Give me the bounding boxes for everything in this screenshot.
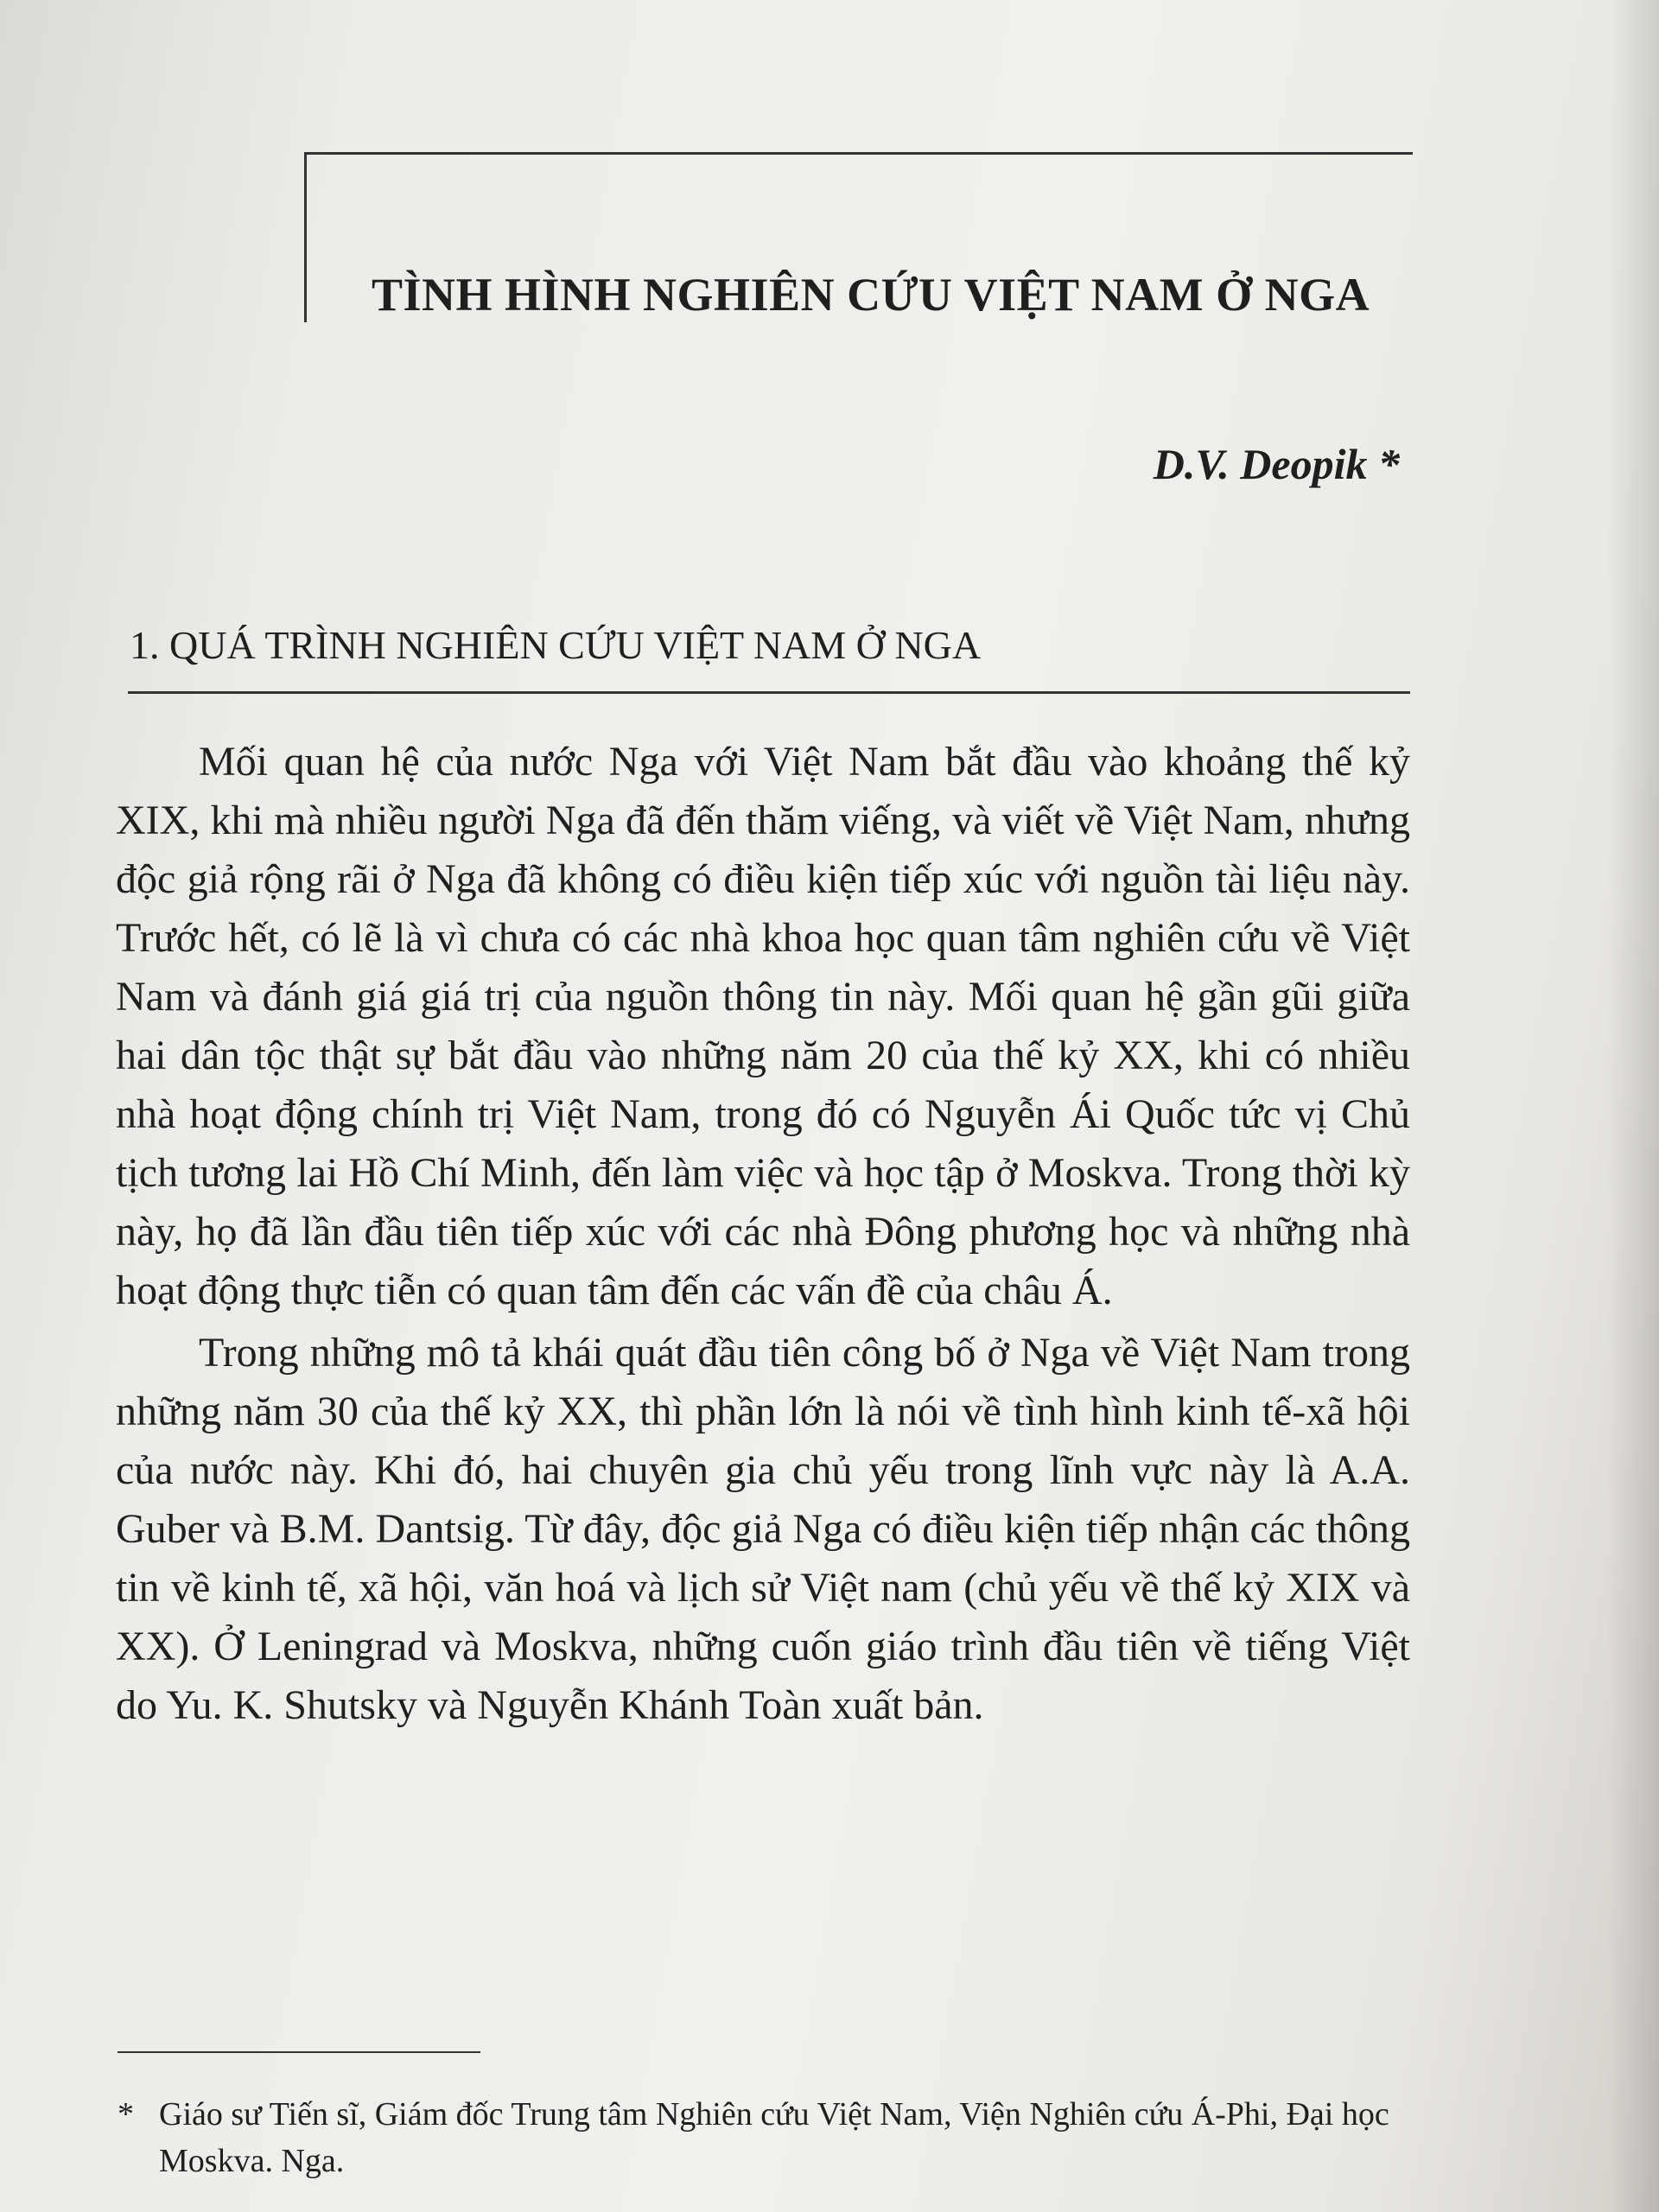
body-paragraph-1: Mối quan hệ của nước Nga với Việt Nam bắt đầu vào khoảng thế kỷ XIX, khi mà nhiều người Nga đã đến thăm viếng, và viết về Việt Nam, nhưng độc giả rộng rãi ở Nga đã không có điều kiện tiếp xúc với nguồn tài liệu này. Trước hết, có lẽ là vì chưa có các nhà khoa học quan tâm nghiên cứu về Việt Nam và đánh giá giá trị của nguồn thông tin này. Mối quan hệ gần gũi giữa hai dân tộc thật sự bắt đầu vào những năm 20 của thế kỷ XX, khi có nhiều nhà hoạt động chính trị Việt Nam, trong đó có Nguyễn Ái Quốc tức vị Chủ tịch tương lai Hồ Chí Minh, đến làm việc và học tập ở Moskva. Trong thời kỳ này, họ đã lần đầu tiên tiếp xúc với các nhà Đông phương học và những nhà hoạt động thực tiễn có quan tâm đến các vấn đề của châu Á.: [116, 739, 1410, 1313]
section-divider: [128, 691, 1410, 694]
body-paragraph-2: Trong những mô tả khái quát đầu tiên công bố ở Nga về Việt Nam trong những năm 30 của thế kỷ XX, thì phần lớn là nói về tình hình kinh tế-xã hội của nước này. Khi đó, hai chuyên gia chủ yếu trong lĩnh vực này là A.A. Guber và B.M. Dantsig. Từ đây, độc giả Nga có điều kiện tiếp nhận các thông tin về kinh tế, xã hội, văn hoá và lịch sử Việt nam (chủ yếu về thế kỷ XIX và XX). Ở Leningrad và Moskva, những cuốn giáo trình đầu tiên về tiếng Việt do Yu. K. Shutsky và Nguyễn Khánh Toàn xuất bản.: [116, 1330, 1410, 1728]
article-body: [116, 733, 1410, 1738]
footnote-mark: *: [118, 2096, 134, 2133]
article-title: TÌNH HÌNH NGHIÊN CỨU VIỆT NAM Ở NGA: [372, 269, 1370, 321]
footnote-divider: [118, 2051, 480, 2053]
footnote-text: Giáo sư Tiến sĩ, Giám đốc Trung tâm Nghiên cứu Việt Nam, Viện Nghiên cứu Á-Phi, Đại học Moskva. Nga.: [159, 2096, 1389, 2179]
page-edge-shadow: [1607, 0, 1659, 2212]
article-author: D.V. Deopik *: [1153, 440, 1400, 488]
section-heading: 1. QUÁ TRÌNH NGHIÊN CỨU VIỆT NAM Ở NGA: [130, 623, 982, 667]
